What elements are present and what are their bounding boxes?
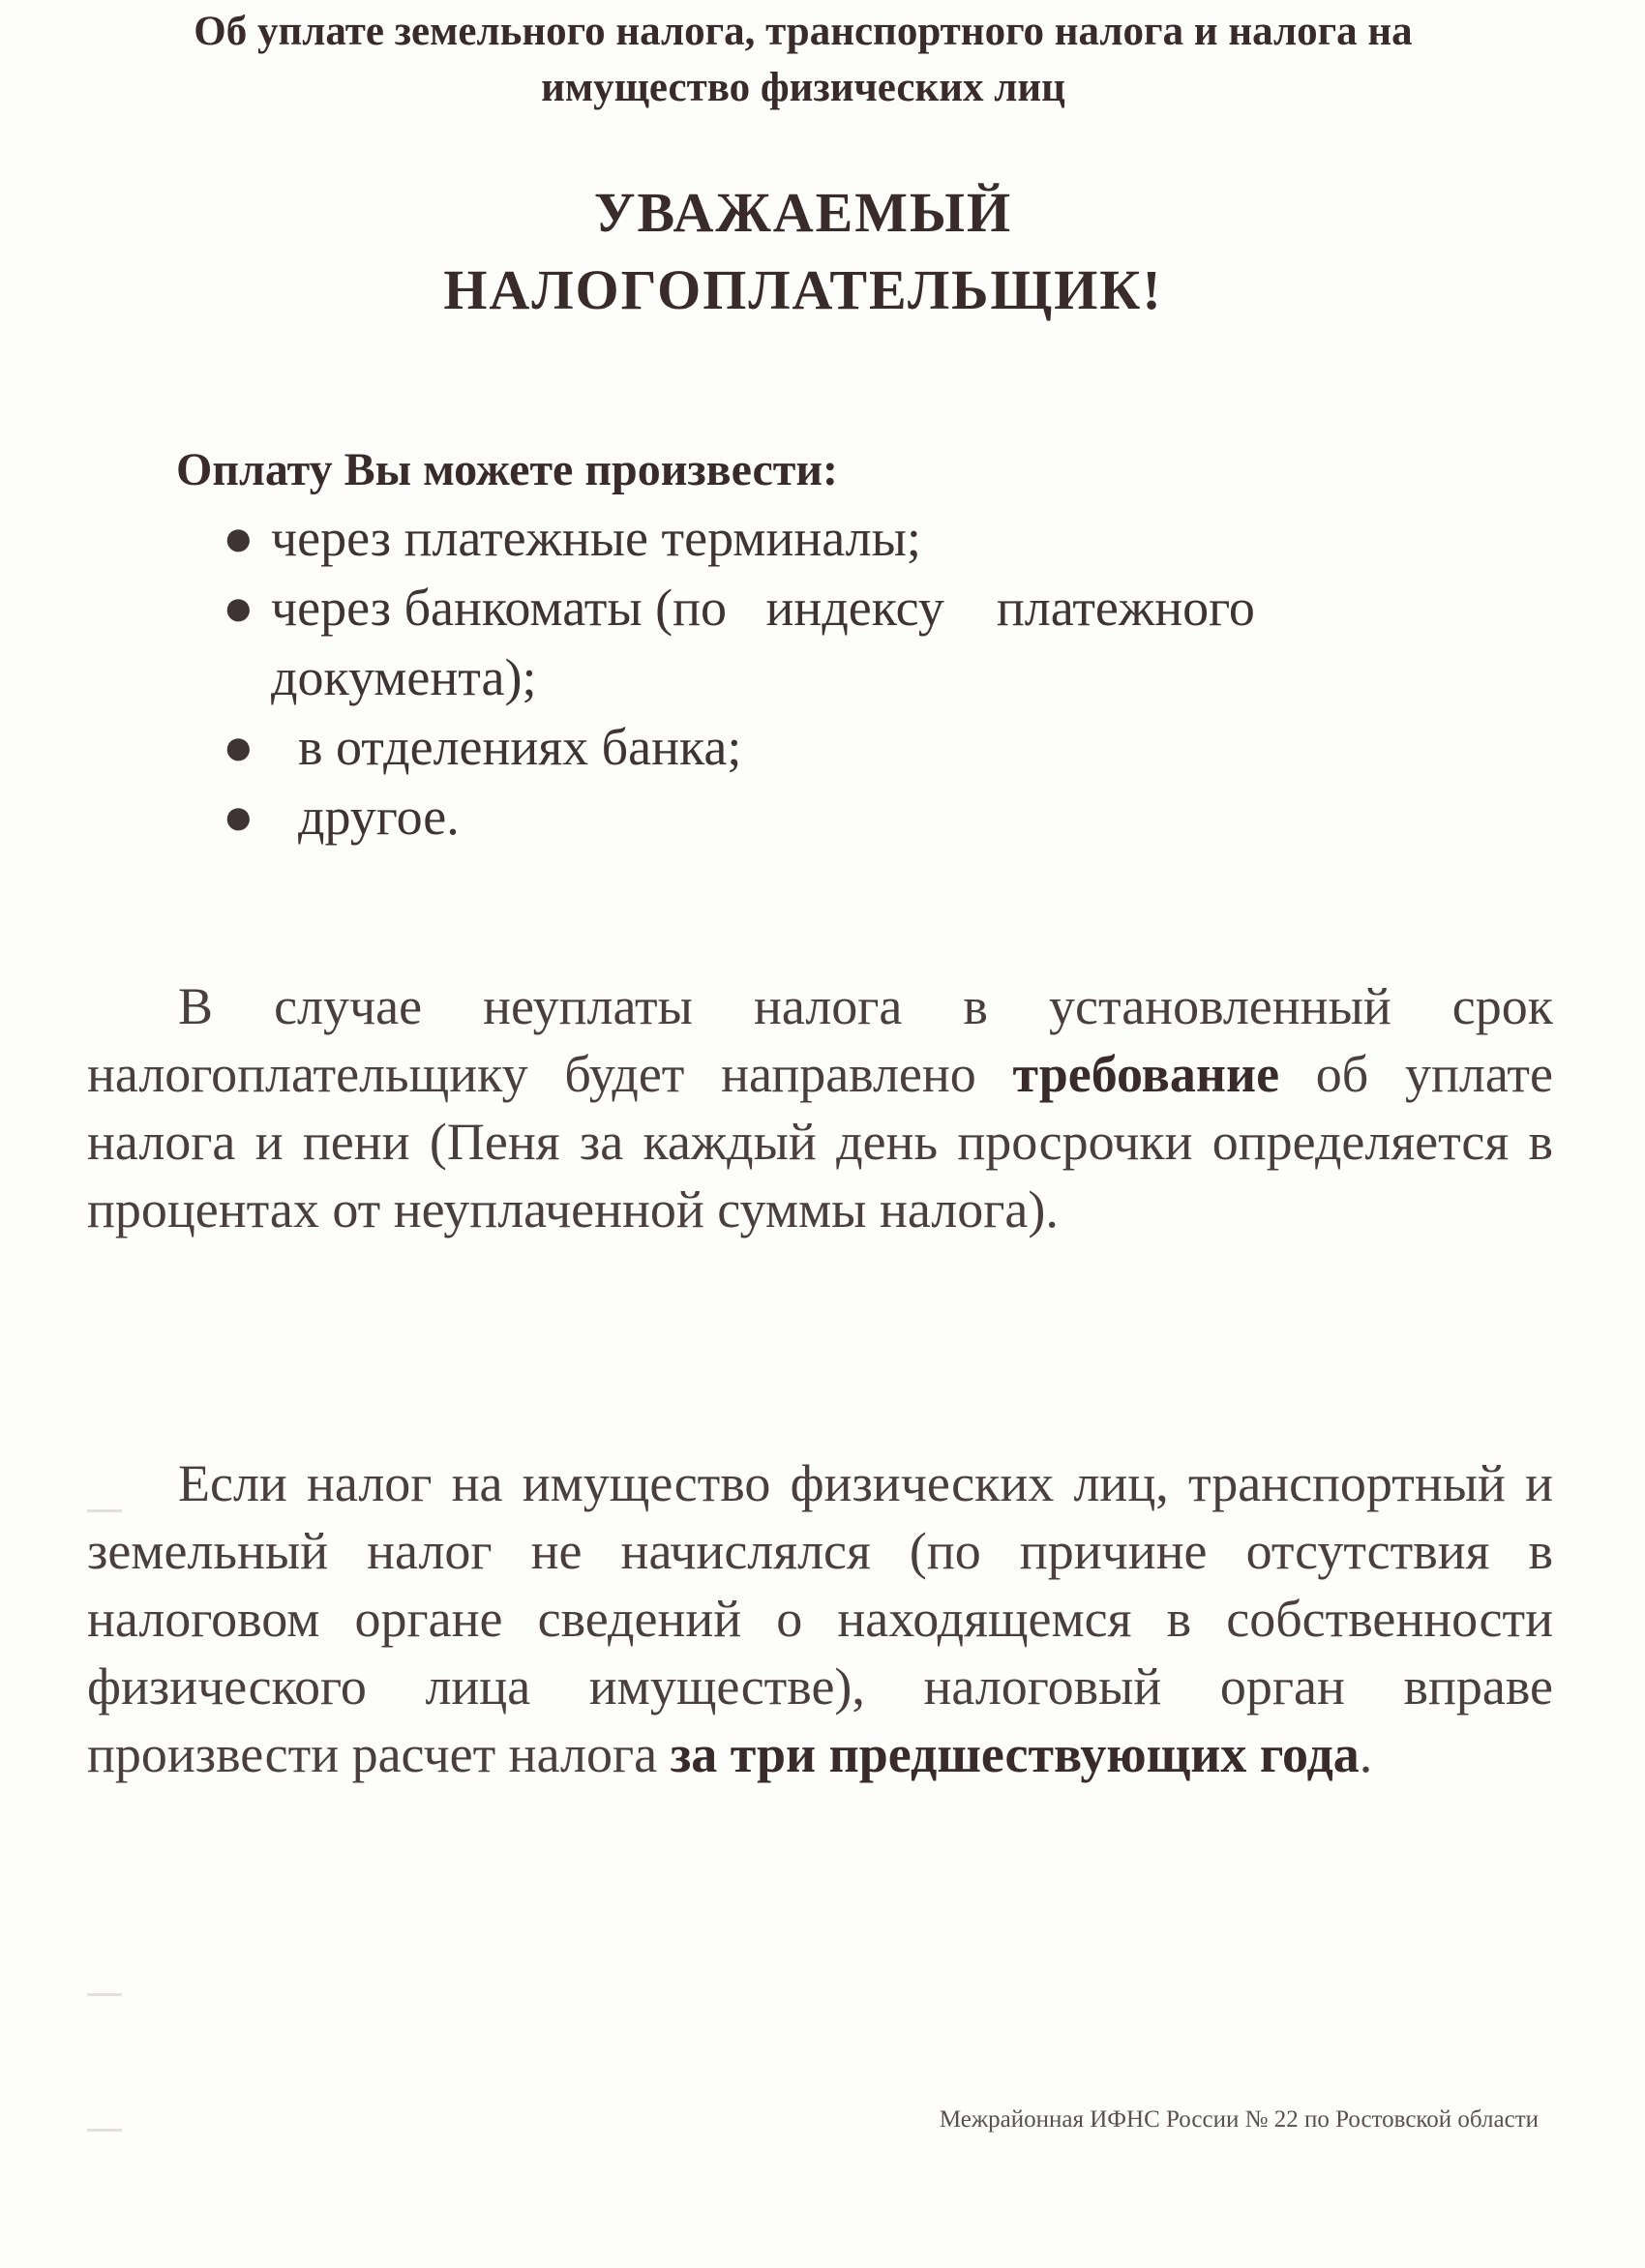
list-item-text: через платежные терминалы;	[271, 509, 921, 567]
paragraph-text: В случае неуплаты налога в установленный срок налогоплательщику будет направлено	[87, 977, 1553, 1103]
list-item	[213, 712, 1432, 782]
header-line-2: имущество физических лиц	[541, 65, 1065, 110]
payment-methods-list	[213, 503, 1432, 851]
list-item-text: через банкоматы (по индексу платежного документа);	[271, 579, 1269, 706]
bullet-icon: ●	[223, 579, 254, 637]
paragraph-bold-text: за три предшествующих года	[670, 1725, 1360, 1783]
paragraph-bold-text: требование	[1012, 1045, 1280, 1103]
recalculation-paragraph	[87, 1449, 1553, 1788]
greeting-line-1: УВАЖАЕМЫЙ	[593, 181, 1013, 244]
list-item-text: в отделениях банка;	[298, 718, 742, 776]
document-header	[58, 4, 1548, 116]
bullet-icon: ●	[223, 509, 254, 567]
paragraph-text: Если налог на имущество физических лиц, транспортный и земельный налог не начислялся (по причине отсутствия в налоговом органе сведений о находящемся в собственности физического лица имуществе), налоговый орган вправе произвести расчет налога	[87, 1454, 1553, 1783]
list-item	[213, 573, 1432, 712]
scan-artifact	[87, 1993, 122, 1996]
paragraph-text: об уплате налога и пени (Пеня за каждый день просрочки определяется в процентах от неуплаченной суммы налога).	[87, 1045, 1553, 1238]
bullet-icon: ●	[223, 718, 254, 776]
greeting-line-2: НАЛОГОПЛАТЕЛЬЩИК!	[443, 258, 1163, 321]
header-line-1: Об уплате земельного налога, транспортного налога и налога на	[194, 9, 1413, 54]
list-item-text: другое.	[298, 788, 460, 846]
nonpayment-paragraph	[87, 972, 1553, 1243]
list-item	[213, 503, 1432, 573]
issuer-footer: Межрайонная ИФНС России № 22 по Ростовской области	[939, 2106, 1539, 2133]
payment-title: Оплату Вы можете произвести:	[176, 444, 838, 495]
scan-artifact	[87, 1509, 122, 1512]
paragraph-text: .	[1359, 1725, 1373, 1783]
list-item	[213, 782, 1432, 851]
greeting	[58, 174, 1548, 329]
bullet-icon: ●	[223, 788, 254, 846]
scan-artifact	[87, 2129, 122, 2132]
